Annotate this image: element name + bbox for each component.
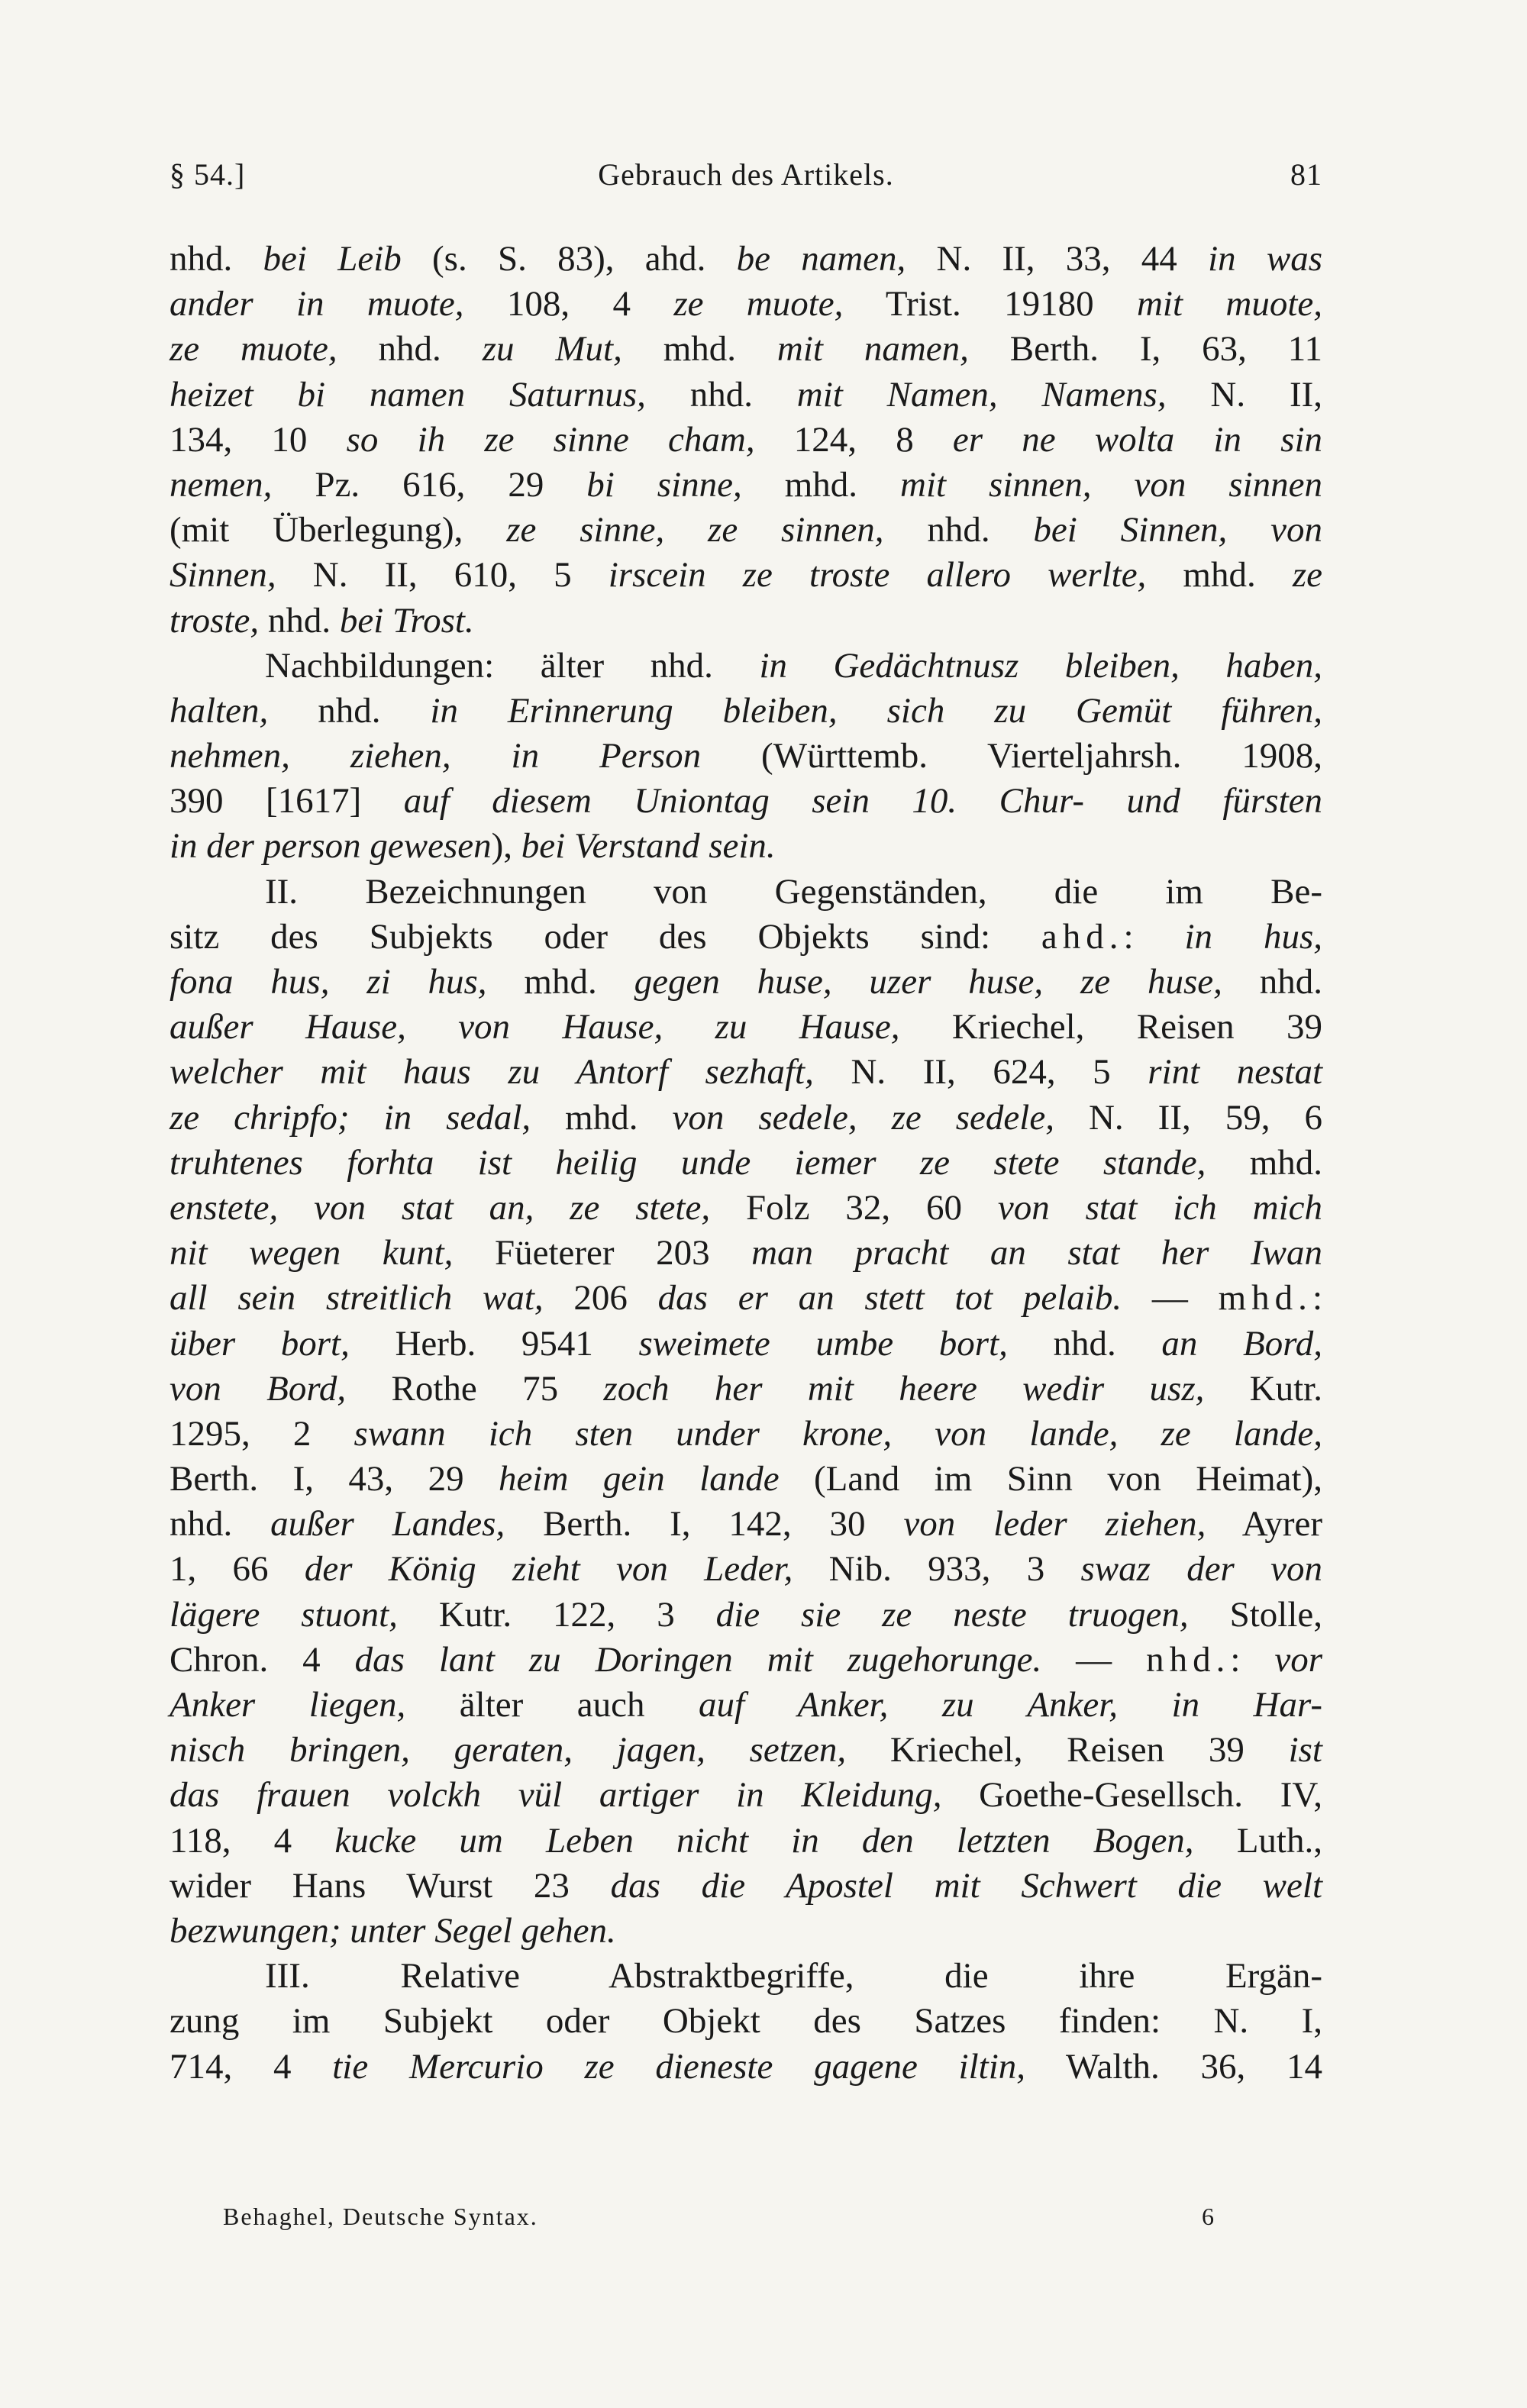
- text-run: —: [1122, 1278, 1219, 1319]
- running-title: Gebrauch des Artikels.: [598, 157, 894, 192]
- text-line: [169, 2045, 1322, 2090]
- italic-phrase: vor: [1274, 1639, 1323, 1680]
- text-run: mhd.: [741, 464, 901, 505]
- italic-phrase: das er an stett tot pelaib.: [657, 1278, 1122, 1319]
- text-run: N. II, 610, 5: [276, 555, 609, 596]
- text-line: [169, 553, 1322, 598]
- text-line: [169, 1909, 1322, 1954]
- italic-phrase: von leder ziehen,: [903, 1504, 1206, 1545]
- text-line: [169, 1457, 1322, 1502]
- italic-phrase: bei Leib: [263, 239, 402, 279]
- italic-phrase: bei Verstand sein.: [521, 826, 776, 867]
- italic-phrase: in was: [1208, 239, 1323, 279]
- italic-phrase: halten,: [169, 690, 269, 731]
- text-run: nhd.: [1222, 962, 1322, 1002]
- text-line: [169, 1276, 1322, 1321]
- italic-phrase: mit namen,: [776, 329, 969, 370]
- text-run: Berth. I, 43, 29: [169, 1459, 499, 1499]
- italic-phrase: nit wegen kunt,: [169, 1233, 454, 1273]
- text-run: nhd.: [337, 329, 483, 370]
- italic-phrase: man pracht an stat her Iwan: [751, 1233, 1322, 1273]
- italic-phrase: nisch bringen, geraten, jagen, setzen,: [169, 1730, 847, 1770]
- text-line: [169, 734, 1322, 779]
- text-run: zung im Subjekt oder Objekt des Satzes finden: N. I,: [169, 2001, 1322, 2042]
- italic-phrase: ze muote,: [673, 284, 844, 324]
- italic-phrase: auf diesem Uniontag sein 10. Chur- und fürsten: [403, 781, 1322, 821]
- text-line: [169, 1502, 1322, 1547]
- text-line: [169, 1728, 1322, 1773]
- text-run: mhd.: [1146, 555, 1293, 596]
- section-marker: § 54.]: [169, 157, 246, 192]
- text-line: [169, 1547, 1322, 1592]
- italic-phrase: enstete, von stat an, ze stete,: [169, 1187, 711, 1228]
- italic-phrase: zu Mut,: [482, 329, 622, 370]
- italic-phrase: irscein ze troste allero werlte,: [608, 555, 1147, 596]
- italic-phrase: in der person gewesen: [169, 826, 492, 867]
- italic-phrase: außer Landes,: [270, 1504, 505, 1545]
- text-line: [169, 282, 1322, 327]
- text-run: mhd.: [621, 329, 777, 370]
- text-run: Kriechel, Reisen 39: [899, 1007, 1322, 1047]
- italic-phrase: ze: [1292, 555, 1322, 596]
- text-run: :: [1230, 1639, 1275, 1680]
- italic-phrase: er ne wolta in sin: [952, 419, 1323, 460]
- italic-phrase: rint nestat: [1148, 1052, 1322, 1093]
- text-run: (Württemb. Vierteljahrsh. 1908,: [701, 736, 1322, 776]
- italic-phrase: das die Apostel mit Schwert die welt: [610, 1865, 1322, 1906]
- italic-phrase: lägere stuont,: [169, 1594, 398, 1635]
- text-line: [169, 1141, 1322, 1186]
- italic-phrase: sweimete umbe bort,: [638, 1323, 1008, 1364]
- signature-line: Behaghel, Deutsche Syntax.: [223, 2203, 538, 2230]
- text-run: 108, 4: [463, 284, 674, 324]
- italic-phrase: die sie ze neste truogen,: [715, 1594, 1189, 1635]
- text-line: [169, 1593, 1322, 1638]
- text-run: Goethe-Gesellsch. IV,: [941, 1775, 1322, 1816]
- text-line: [169, 915, 1322, 960]
- text-run: Kriechel, Reisen 39: [846, 1730, 1289, 1770]
- italic-phrase: nehmen, ziehen, in Person: [169, 736, 702, 776]
- text-run: 390 [1617]: [169, 781, 404, 821]
- text-line: [169, 1096, 1322, 1141]
- text-run: nhd.: [169, 239, 263, 279]
- text-run: wider Hans Wurst 23: [169, 1865, 611, 1906]
- text-run: (mit Überlegung),: [169, 510, 507, 550]
- text-line: [169, 1864, 1322, 1909]
- italic-phrase: außer Hause, von Hause, zu Hause,: [169, 1007, 900, 1047]
- italic-phrase: das frauen volckh vül artiger in Kleidung,: [169, 1775, 942, 1816]
- italic-phrase: in Gedächtnusz bleiben, haben,: [759, 645, 1322, 686]
- text-run: III. Relative Abstraktbegriffe, die ihre Ergän-: [265, 1956, 1322, 1996]
- italic-phrase: nemen,: [169, 464, 273, 505]
- text-run: N. II, 59, 6: [1054, 1097, 1323, 1138]
- italic-phrase: ze chripfo; in sedal,: [169, 1097, 531, 1138]
- text-run: 1, 66: [169, 1549, 305, 1590]
- text-line: [169, 237, 1322, 282]
- italic-phrase: gegen huse, uzer huse, ze huse,: [634, 962, 1222, 1002]
- italic-phrase: ze muote,: [169, 329, 337, 370]
- italic-phrase: truhtenes forhta ist heilig unde iemer ze stete stande,: [169, 1142, 1206, 1183]
- italic-phrase: bi sinne,: [586, 464, 742, 505]
- text-run: nhd.: [169, 1504, 271, 1545]
- text-run: Herb. 9541: [349, 1323, 639, 1364]
- text-run: Trist. 19180: [843, 284, 1137, 324]
- italic-phrase: heim gein lande: [499, 1459, 780, 1499]
- text-run: :: [1312, 1278, 1322, 1319]
- italic-phrase: welcher mit haus zu Antorf sezhaft,: [169, 1052, 814, 1093]
- text-line: [169, 1050, 1322, 1095]
- text-line: [169, 508, 1322, 553]
- text-run: Berth. I, 63, 11: [968, 329, 1323, 370]
- italic-phrase: tie Mercurio ze dieneste gagene iltin,: [332, 2046, 1026, 2087]
- italic-phrase: fona hus, zi hus,: [169, 962, 487, 1002]
- page-footer: [223, 2203, 1215, 2241]
- italic-phrase: Sinnen,: [169, 555, 276, 596]
- italic-phrase: von Bord,: [169, 1368, 347, 1409]
- text-run: mhd.: [1218, 1278, 1312, 1319]
- text-run: 714, 4: [169, 2046, 333, 2087]
- text-line: [169, 1005, 1322, 1050]
- italic-phrase: ander in muote,: [169, 284, 464, 324]
- text-line: [169, 1638, 1322, 1683]
- italic-phrase: kucke um Leben nicht in den letzten Bogen,: [334, 1820, 1194, 1861]
- text-run: :: [1123, 916, 1185, 957]
- text-line: [169, 1186, 1322, 1231]
- italic-phrase: so ih ze sinne cham,: [346, 419, 755, 460]
- text-line: [169, 599, 1322, 644]
- italic-phrase: bezwungen; unter Segel gehen.: [169, 1910, 616, 1951]
- italic-phrase: be namen,: [736, 239, 906, 279]
- text-run: (s. S. 83), ahd.: [401, 239, 737, 279]
- text-run: mhd.: [486, 962, 634, 1002]
- text-line: [169, 1683, 1322, 1728]
- text-run: Pz. 616, 29: [272, 464, 587, 505]
- text-line: [169, 1999, 1322, 2044]
- text-run: sitz des Subjekts oder des Objekts sind:: [169, 916, 1041, 957]
- text-run: 206: [543, 1278, 658, 1319]
- text-line: [169, 327, 1322, 372]
- italic-phrase: an Bord,: [1161, 1323, 1323, 1364]
- text-line: [169, 418, 1322, 463]
- text-line: [169, 1819, 1322, 1864]
- text-run: ),: [491, 826, 521, 867]
- page-number: 81: [1290, 157, 1322, 192]
- italic-phrase: swann ich sten under krone, von lande, ze lande,: [354, 1413, 1322, 1454]
- text-run: Stolle,: [1188, 1594, 1323, 1635]
- text-line: [169, 960, 1322, 1005]
- text-run: mhd.: [531, 1097, 673, 1138]
- text-run: Chron. 4: [169, 1639, 355, 1680]
- text-run: Berth. I, 142, 30: [505, 1504, 904, 1545]
- italic-phrase: troste,: [169, 600, 260, 641]
- italic-phrase: swaz der von: [1080, 1549, 1322, 1590]
- text-run: Folz 32, 60: [710, 1187, 998, 1228]
- text-line: [169, 1954, 1322, 1999]
- text-run: 1295, 2: [169, 1413, 354, 1454]
- text-run: Nib. 933, 3: [793, 1549, 1081, 1590]
- text-run: N. II, 33, 44: [906, 239, 1209, 279]
- text-run: nhd.: [1007, 1323, 1162, 1364]
- italic-phrase: in Erinnerung bleiben, sich zu Gemüt führen,: [430, 690, 1323, 731]
- text-line: [169, 1412, 1322, 1457]
- italic-phrase: bei Trost.: [339, 600, 474, 641]
- text-run: Walth. 36, 14: [1025, 2046, 1322, 2087]
- text-run: 134, 10: [169, 419, 347, 460]
- text-run: 118, 4: [169, 1820, 335, 1861]
- text-line: [169, 779, 1322, 824]
- text-line: [169, 1322, 1322, 1367]
- text-run: Kutr. 122, 3: [397, 1594, 716, 1635]
- italic-phrase: bei Sinnen, von: [1033, 510, 1322, 550]
- text-line: [169, 1231, 1322, 1276]
- italic-phrase: mit muote,: [1136, 284, 1322, 324]
- italic-phrase: ze sinne, ze sinnen,: [506, 510, 884, 550]
- text-run: nhd.: [645, 374, 797, 415]
- running-header: [169, 157, 1322, 210]
- italic-phrase: heizet bi namen Saturnus,: [169, 374, 646, 415]
- italic-phrase: das lant zu Doringen mit zugehorunge.: [354, 1639, 1042, 1680]
- text-line: [169, 870, 1322, 915]
- signature-number: 6: [1202, 2203, 1215, 2230]
- italic-phrase: auf Anker, zu Anker, in Har-: [698, 1685, 1322, 1725]
- italic-phrase: der König zieht von Leder,: [304, 1549, 793, 1590]
- text-line: [169, 689, 1322, 734]
- text-run: mhd.: [1206, 1142, 1323, 1183]
- text-run: Füeterer 203: [453, 1233, 752, 1273]
- text-run: N. II, 624, 5: [813, 1052, 1148, 1093]
- text-run: ahd.: [1041, 916, 1124, 957]
- text-run: nhd.: [268, 690, 431, 731]
- text-run: Rothe 75: [346, 1368, 604, 1409]
- text-run: nhd.: [883, 510, 1034, 550]
- text-run: N. II,: [1166, 374, 1322, 415]
- text-run: Luth.,: [1193, 1820, 1322, 1861]
- text-line: [169, 644, 1322, 689]
- text-run: II. Bezeichnungen von Gegenständen, die im Be-: [265, 871, 1322, 912]
- italic-phrase: zoch her mit heere wedir usz,: [603, 1368, 1205, 1409]
- body-text: [169, 237, 1322, 2090]
- italic-phrase: mit sinnen, von sinnen: [900, 464, 1322, 505]
- text-line: [169, 373, 1322, 418]
- text-line: [169, 463, 1322, 508]
- italic-phrase: in hus,: [1184, 916, 1322, 957]
- italic-phrase: über bort,: [169, 1323, 350, 1364]
- italic-phrase: mit Namen, Namens,: [796, 374, 1167, 415]
- text-run: Ayrer: [1206, 1504, 1322, 1545]
- italic-phrase: ist: [1288, 1730, 1322, 1770]
- text-run: älter auch: [405, 1685, 699, 1725]
- text-run: Kutr.: [1204, 1368, 1322, 1409]
- text-run: Nachbildungen: älter nhd.: [265, 645, 760, 686]
- text-run: nhd.: [259, 600, 340, 641]
- italic-phrase: von stat ich mich: [997, 1187, 1322, 1228]
- text-line: [169, 1367, 1322, 1412]
- text-line: [169, 1773, 1322, 1818]
- text-run: nhd.: [1146, 1639, 1231, 1680]
- text-run: (Land im Sinn von Heimat),: [779, 1459, 1322, 1499]
- italic-phrase: all sein streitlich wat,: [169, 1278, 544, 1319]
- italic-phrase: von sedele, ze sedele,: [672, 1097, 1054, 1138]
- text-line: [169, 824, 1322, 869]
- text-run: 124, 8: [754, 419, 953, 460]
- italic-phrase: Anker liegen,: [169, 1685, 406, 1725]
- text-run: —: [1041, 1639, 1147, 1680]
